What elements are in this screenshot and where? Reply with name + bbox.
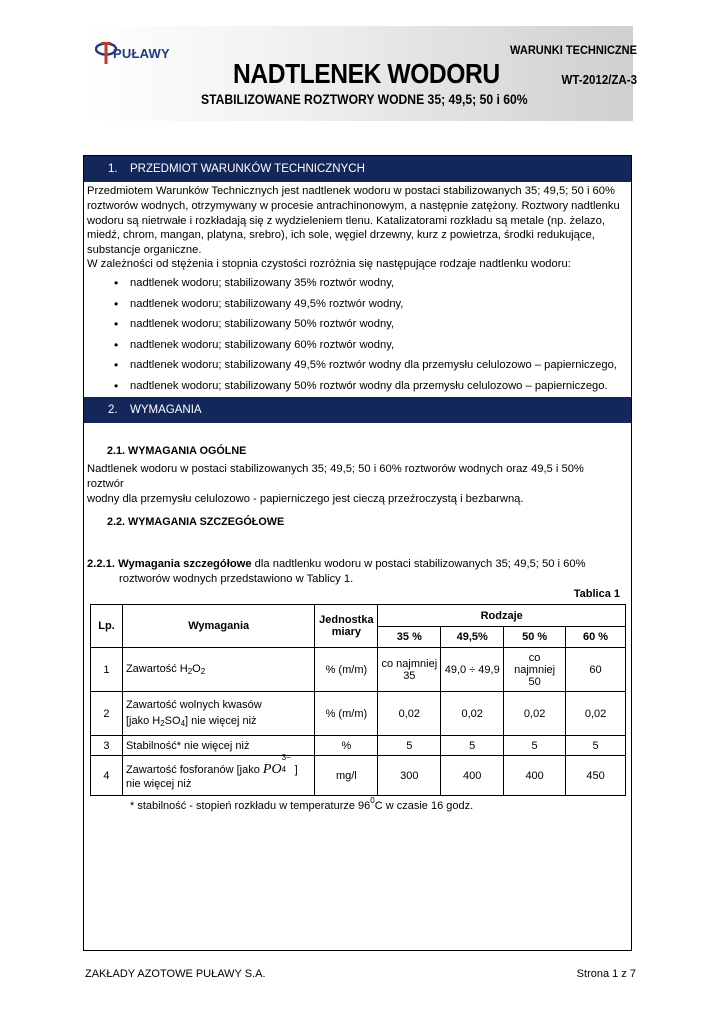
section-2-title: WYMAGANIA [130, 404, 202, 416]
cell-value-49-5: 0,02 [441, 692, 504, 736]
subsection-2-2-heading: 2.2. WYMAGANIA SZCZEGÓŁOWE [107, 516, 285, 528]
cell-lp: 2 [91, 692, 123, 736]
cell-lp: 1 [91, 648, 123, 692]
document-type: WARUNKI TECHNICZNE [510, 43, 637, 57]
section-2-header [84, 397, 631, 423]
unit-header-line: Jednostka [319, 614, 374, 626]
list-item: • nadtlenek wodoru; stabilizowany 49,5% roztwór wodny dla przemysłu celulozowo – papierniczego, [114, 358, 624, 379]
table-row [91, 736, 626, 756]
cell-value-49-5: 49,0 ÷ 49,9 [441, 648, 504, 692]
section-1-paragraph [87, 184, 622, 258]
column-header-35: 35 % [378, 627, 441, 648]
table-row [91, 692, 626, 736]
section-1-number: 1. [108, 163, 118, 175]
cell-value-50: 0,02 [504, 692, 566, 736]
paragraph-line: wodoru są nietrwałe i rozkładają się z wydzieleniem tlenu. Katalizatorami rozkładu są metale (np. żelazo, [87, 214, 605, 227]
paragraph-line: roztworów wodnych, otrzymywany w procesie antrachinonowym, a następnie zatężony. Roztwory nadtlenku [87, 199, 620, 212]
cell-requirement: Zawartość $H_2O_2$ [122, 648, 314, 692]
column-header-unit [315, 605, 378, 648]
list-item: • nadtlenek wodoru; stabilizowany 35% roztwór wodny, [114, 276, 624, 297]
page-subtitle: STABILIZOWANE ROZTWORY WODNE 35; 49,5; 50 i 60% [201, 92, 528, 107]
list-item: • nadtlenek wodoru; stabilizowany 60% roztwór wodny, [114, 338, 624, 359]
table-label: Tablica 1 [573, 588, 620, 600]
cell-value-60: 60 [566, 648, 626, 692]
footer-company: ZAKŁADY AZOTOWE PUŁAWY S.A. [85, 968, 266, 980]
cell-unit: % [315, 736, 378, 756]
cell-value-49-5: 400 [441, 756, 504, 796]
list-item: • nadtlenek wodoru; stabilizowany 49,5% roztwór wodny, [114, 297, 624, 318]
paragraph-line: substancje organiczne. [87, 244, 202, 257]
cell-value-50: co najmniej 50 [504, 648, 566, 692]
item-2-2-1 [87, 557, 622, 586]
item-label: Wymagania szczegółowe [118, 558, 252, 570]
column-header-lp: Lp. [91, 605, 123, 648]
logo-text: PUŁAWY [113, 46, 170, 61]
section-2-number: 2. [108, 404, 118, 416]
cell-value-60: 450 [566, 756, 626, 796]
cell-requirement: Stabilność* nie więcej niż [122, 736, 314, 756]
cell-value-49-5: 5 [441, 736, 504, 756]
paragraph-line: Nadtlenek wodoru w postaci stabilizowanych 35; 49,5; 50 i 60% roztworów wodnych oraz 49,5 i 50% roztwór [87, 463, 584, 490]
list-item: • nadtlenek wodoru; stabilizowany 50% roztwór wodny dla przemysłu celulozowo – papierniczego. [114, 379, 624, 400]
cell-lp: 3 [91, 736, 123, 756]
column-header-types: Rodzaje [378, 605, 626, 627]
cell-value-60: 0,02 [566, 692, 626, 736]
column-header-60: 60 % [566, 627, 626, 648]
section-1-header [84, 156, 631, 182]
column-header-requirements: Wymagania [122, 605, 314, 648]
cell-value-50: 400 [504, 756, 566, 796]
product-types-list [114, 276, 624, 400]
requirements-table [90, 604, 626, 796]
item-number: 2.2.1. [87, 558, 115, 570]
cell-value-50: 5 [504, 736, 566, 756]
section-1-intro: W zależności od stężenia i stopnia czystości rozróżnia się następujące rodzaje nadtlenku wodoru: [87, 258, 571, 270]
cell-value-60: 5 [566, 736, 626, 756]
paragraph-line: miedź, chrom, mangan, platyna, srebro), ich sole, węgiel drzewny, kurz z powietrza, środki redukujące, [87, 229, 595, 242]
section-1-title: PRZEDMIOT WARUNKÓW TECHNICZNYCH [130, 163, 365, 175]
table-header-row [91, 605, 626, 627]
cell-unit: mg/l [315, 756, 378, 796]
cell-value-35: co najmniej 35 [378, 648, 441, 692]
table-footnote: * stabilność - stopień rozkładu w temperaturze $96^0C$ w czasie 16 godz. [130, 796, 474, 812]
cell-requirement: Zawartość fosforanów [jako PO 3− 4 ] nie więcej niż [122, 756, 314, 796]
item-text: dla nadtlenku wodoru w postaci stabilizowanych 35; 49,5; 50 i 60% [251, 558, 586, 570]
unit-header-line: miary [331, 626, 362, 638]
item-text-continued: roztworów wodnych przedstawiono w Tablicy 1. [119, 572, 354, 585]
cell-lp: 4 [91, 756, 123, 796]
column-header-49-5: 49,5% [441, 627, 504, 648]
table-row [91, 756, 626, 796]
subsection-2-1-paragraph [87, 462, 622, 506]
content-frame [83, 155, 632, 951]
table-row [91, 648, 626, 692]
document-code: WT-2012/ZA-3 [561, 73, 637, 87]
cell-requirement: Zawartość wolnych kwasów [jako $H_2SO_4$] nie więcej niż [122, 692, 314, 736]
cell-unit: % (m/m) [315, 648, 378, 692]
paragraph-line: wodny dla przemysłu celulozowo - papierniczego jest cieczą przeźroczystą i bezbarwną. [87, 492, 524, 505]
cell-unit: % (m/m) [315, 692, 378, 736]
cell-value-35: 300 [378, 756, 441, 796]
footer-page-number: Strona 1 z 7 [576, 968, 636, 980]
cell-value-35: 5 [378, 736, 441, 756]
page-title: NADTLENEK WODORU [233, 58, 500, 89]
column-header-50: 50 % [504, 627, 566, 648]
subsection-2-1-heading: 2.1. WYMAGANIA OGÓLNE [107, 445, 247, 457]
list-item: • nadtlenek wodoru; stabilizowany 50% roztwór wodny, [114, 317, 624, 338]
paragraph-line: Przedmiotem Warunków Technicznych jest nadtlenek wodoru w postaci stabilizowanych 35; 49,5; 50 i 60% [87, 185, 615, 197]
cell-value-35: 0,02 [378, 692, 441, 736]
